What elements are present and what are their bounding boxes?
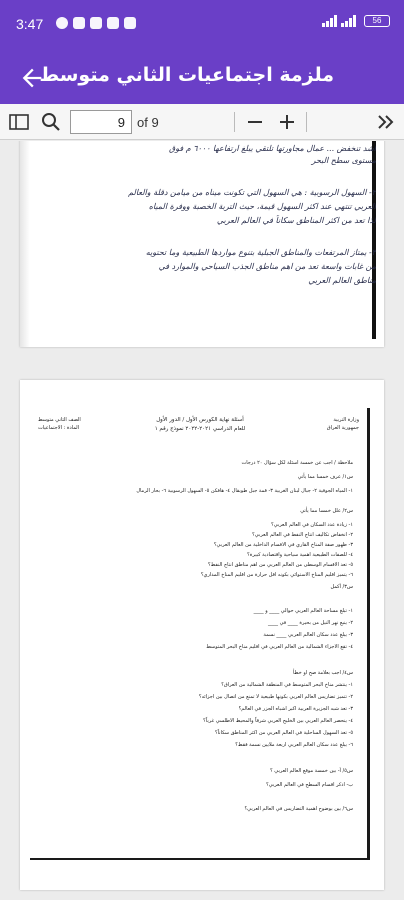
header-line: الصف الثاني متوسط [38, 417, 81, 423]
exam-line: ٦- يبلغ عدد سكان العالم العربي اربعة ملايين نسمة فقط؟ [235, 742, 353, 748]
fan-icon [73, 17, 85, 29]
exam-line: ٢- انخفاض تكاليف انتاج النفط في العالم العربي؟ [252, 532, 353, 538]
exam-line: ٣- ظهور صفة المناخ القاري في الاقسام الداخلية من العالم العربي؟ [213, 542, 353, 548]
battery-icon: 56 [364, 15, 390, 27]
exam-line: ٥- تعد الاقسام الوسطى من العالم العربي من اهم مناطق انتاج النفط؟ [208, 562, 353, 568]
exam-header-center [120, 416, 280, 434]
exam-line: س٥/ أ- بين خمسة موقع العالم العربي ؟ [270, 768, 353, 774]
page-title: ملزمة اجتماعيات الثاني متوسط [39, 64, 334, 86]
zoom-in-icon[interactable] [276, 111, 298, 133]
handwritten-line: اشد تنخفض ... عمال مجاورتها تلتقي يبلغ ارتفاعها ٦٠٠٠ م فوق [169, 144, 376, 153]
header-line: للعام الدراسي ٢٠٢١-٢٠٢٢ نموذج رقم ١ [154, 426, 246, 432]
pdf-page-8 [20, 141, 384, 347]
exam-line: ٤- تقع الاجزاء الشمالية من العالم العربي في اقليم مناخ البحر المتوسط [206, 644, 353, 650]
exam-line: ١- المياه الجوفية ٢- جبال لبنان الغربية ٣- قمة جبل طوبقال ٤- هافكن ٥- السهول الرسوبية ٦- بحار الرمال [136, 488, 353, 494]
exam-line: ١- تبلغ مساحة العالم العربي حوالي ____ و ____ [253, 608, 353, 614]
signal-icon [322, 15, 337, 27]
exam-line: س٢/ علل خمسا مما يأتي [300, 508, 353, 514]
exam-line: ٥- تعد السهول الساحلية في العالم العربي من اكثر المناطق سكاناً؟ [215, 730, 353, 736]
exam-line: ٦- يتميز اقليم المناخ الاستوائي بكونه اقل حرارة من اقليم المناخ المداري؟ [200, 572, 353, 578]
header-line: جمهورية العراق [326, 425, 359, 431]
exam-line: ٤- ينحصر العالم العربي بين الخليج العربي شرقاً والمحيط الاطلسي غرباً؟ [203, 718, 353, 724]
handwritten-line: ٢- السهول الرسوبية : هي السهول التي تكونت ميناه من ميامن دقلة والعالم [128, 188, 376, 197]
search-icon[interactable] [40, 111, 62, 133]
exam-line: ١- زيادة عدد السكان في العالم العربي؟ [271, 522, 353, 528]
exam-sheet [30, 408, 370, 860]
exam-line: ٣- يبلغ عدد سكان العالم العربي ____ نسمة [263, 632, 353, 638]
status-right [322, 15, 390, 27]
header-line: وزارة التربية [333, 417, 359, 423]
page-total-label: of 9 [137, 115, 159, 130]
status-time: 3:47 [16, 16, 44, 32]
message-icon [90, 17, 102, 29]
header-line: المادة : الاجتماعيات [38, 425, 80, 431]
signal-icon-2 [341, 15, 356, 27]
exam-line: ١- ينتشر مناخ البحر المتوسط في المنطقة الشمالية من العراق؟ [221, 682, 353, 688]
pdf-toolbar [0, 104, 404, 140]
document-viewer[interactable] [0, 141, 404, 900]
exam-header-left [38, 416, 81, 432]
zoom-out-icon[interactable] [244, 111, 266, 133]
handwritten-line: من غابات واسعة تعد من اهم مناطق الجذب السياحي والموارد في [158, 262, 376, 271]
exam-line: ملاحظة / اجب عن خمسة اسئلة لكل سؤال ٢٠ درجات [241, 460, 353, 466]
youtube-icon [107, 17, 119, 29]
exam-line: ب- اذكر اقسام السطح في العالم العربي؟ [266, 782, 353, 788]
exam-line: س١/ عرف خمسا مما يأتي [297, 474, 353, 480]
photo-edge [372, 141, 376, 339]
photo-margin [20, 141, 30, 347]
toolbar-divider [234, 112, 235, 132]
exam-header-right [327, 416, 359, 432]
exam-line: ٤- للصفات الطبيعية اهمية سياحية واقتصادية كبيرة؟ [247, 552, 353, 558]
app-icon [124, 17, 136, 29]
whatsapp-icon [56, 17, 68, 29]
exam-line: ٢- ينبع نهر النيل من بحيرة ____ في ____ [268, 620, 353, 626]
status-bar [0, 0, 404, 52]
exam-line: س٣/ أكمل [330, 584, 353, 590]
app-bar [0, 52, 404, 104]
header-line: أسئلة نهاية الكورس الأول / الدور الأول [156, 417, 244, 423]
page-number-input[interactable] [70, 110, 132, 134]
handwritten-line: مناطق العالم العربي [308, 276, 376, 285]
exam-line: ٣- تعد شبه الجزيرة العربية اكبر اشباه الجزر في العالم؟ [238, 706, 353, 712]
sidebar-toggle-icon[interactable] [8, 111, 30, 133]
exam-line: س٦/ بين بوضوح اهمية التضاريس في العالم العربي؟ [244, 806, 353, 812]
handwritten-line: مستوى سطح البحر [311, 156, 376, 165]
exam-line: ٢- تتميز تضاريس العالم العربي بكونها طبيعية لا تمنع من اتصال بين اجزائه؟ [198, 694, 353, 700]
toolbar-divider-2 [306, 112, 307, 132]
handwritten-line: لذا تعد من اكثر المناطق سكاناً في العالم العربي [216, 216, 376, 225]
pdf-page-9 [20, 380, 384, 890]
handwritten-line: ٣- يمتاز المرتفعات والمناطق الجبلية بتنوع مواردها الطبيعية وما تحتويه [145, 248, 376, 257]
more-tools-icon[interactable] [374, 111, 396, 133]
handwritten-line: العربي تنتهي عند اكثر السهول قيمة، حيث التربة الخصبة ووفرة المياه [148, 202, 376, 211]
notification-icons [56, 17, 136, 29]
exam-line: س٤/ اجب بعلامة صح او خطأ [293, 670, 353, 676]
